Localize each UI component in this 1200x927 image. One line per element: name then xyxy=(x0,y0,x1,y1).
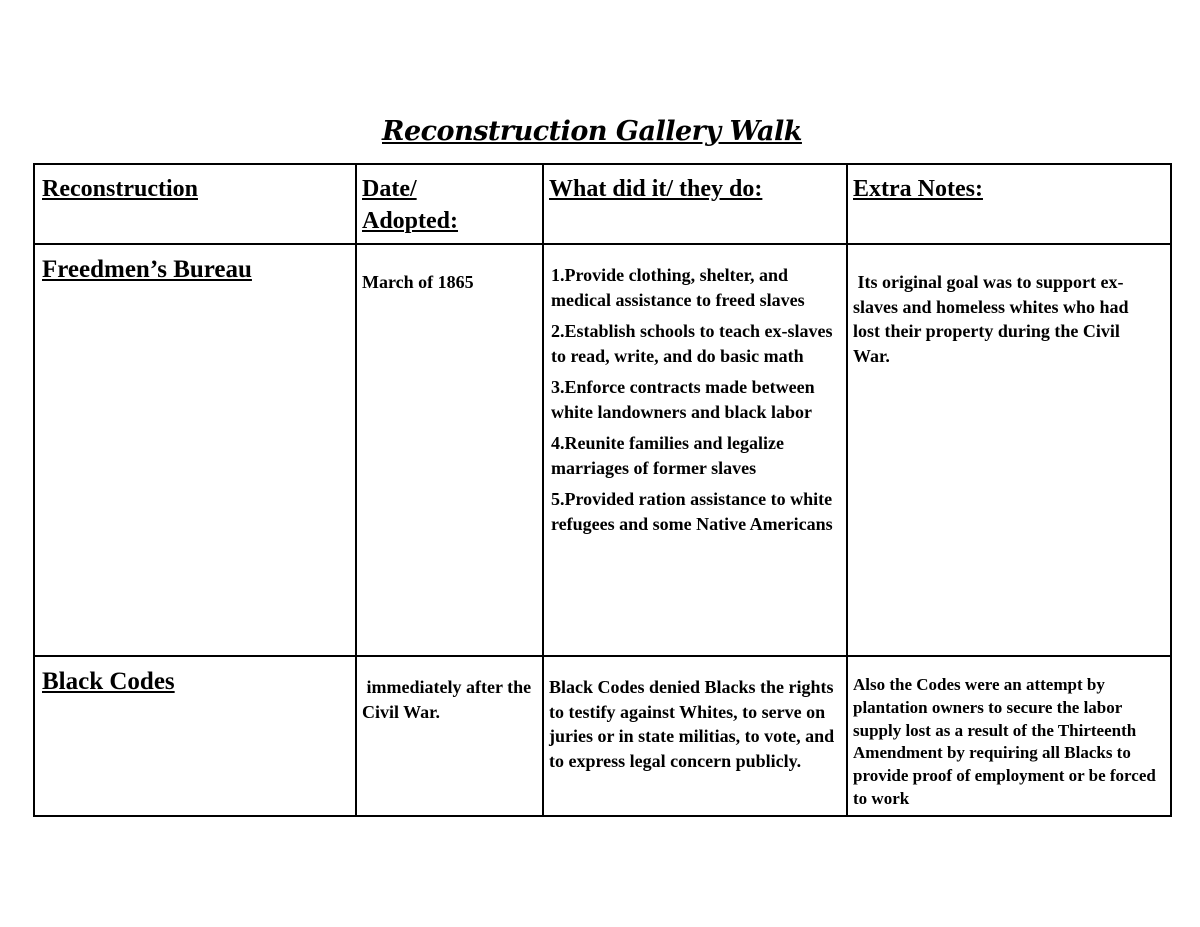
row-divider xyxy=(35,655,1170,657)
notes-black-codes: Also the Codes were an attempt by plantation owners to secure the labor supply lost as a result of the Thirteenth Amendment by requiring all Blacks to provide proof of employment or be forced to work xyxy=(853,675,1156,808)
column-divider xyxy=(542,165,544,815)
header-reconstruction: Reconstruction xyxy=(42,176,198,202)
term-freedmens-bureau: Freedmen’s Bureau xyxy=(42,256,252,283)
notes-freedmens-bureau: Its original goal was to support ex-slaves and homeless whites who had lost their property during the Civil War. xyxy=(853,272,1134,366)
page-title: Reconstruction Gallery Walk xyxy=(382,116,802,147)
date-freedmens-bureau: March of 1865 xyxy=(362,272,474,292)
column-divider xyxy=(355,165,357,815)
row-divider xyxy=(35,243,1170,245)
action-item: 3.Enforce contracts made between white landowners and black labor xyxy=(551,377,815,422)
date-black-codes: immediately after the Civil War. xyxy=(362,677,536,722)
term-black-codes: Black Codes xyxy=(42,668,175,695)
reconstruction-table xyxy=(33,163,1172,817)
actions-black-codes: Black Codes denied Blacks the rights to testify against Whites, to serve on juries or in state militias, to vote, and to express legal concern publicly. xyxy=(549,677,835,771)
action-item: 2.Establish schools to teach ex-slaves to read, write, and do basic math xyxy=(551,321,833,366)
column-divider xyxy=(846,165,848,815)
action-item: 5.Provided ration assistance to white refugees and some Native Americans xyxy=(551,489,833,534)
actions-freedmens-bureau xyxy=(551,263,843,543)
header-extra-notes: Extra Notes: xyxy=(853,176,983,202)
action-item: 1.Provide clothing, shelter, and medical assistance to freed slaves xyxy=(551,265,805,310)
header-what-did-they-do: What did it/ they do: xyxy=(549,176,763,202)
action-item: 4.Reunite families and legalize marriages of former slaves xyxy=(551,433,784,478)
header-date-adopted: Date/ Adopted: xyxy=(362,176,459,234)
